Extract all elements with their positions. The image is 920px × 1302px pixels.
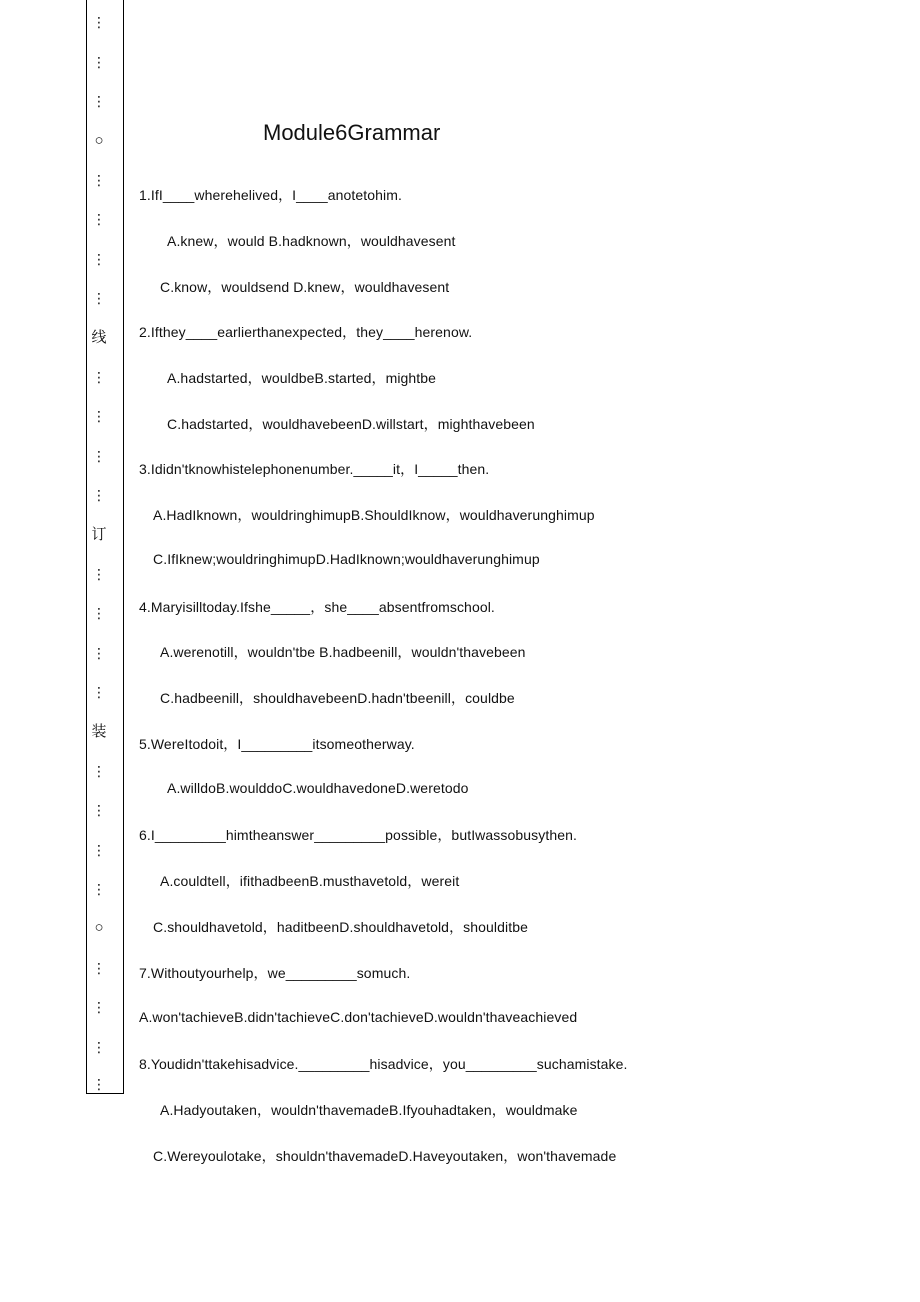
binding-dots-mark: ⋮ xyxy=(92,54,106,70)
binding-dots-mark: ⋮ xyxy=(92,448,106,464)
question-stem: 3.Ididn'tknowhistelephonenumber._____it，I_____then. xyxy=(139,461,490,477)
binding-dots-mark: ⋮ xyxy=(92,290,106,306)
binding-dots-mark: ⋮ xyxy=(92,487,106,503)
binding-dots-mark: ⋮ xyxy=(92,566,106,582)
binding-dots-mark: ⋮ xyxy=(92,1039,106,1055)
binding-dots-mark: ⋮ xyxy=(92,605,106,621)
answer-options: C.Wereyoulotake，shouldn'thavemadeD.Haveyoutaken，won'thavemade xyxy=(153,1148,617,1164)
binding-dots-mark: ⋮ xyxy=(92,172,106,188)
binding-dots-mark: ⋮ xyxy=(92,842,106,858)
answer-options: C.know，wouldsend D.knew，wouldhavesent xyxy=(160,279,450,295)
binding-circle-mark: ○ xyxy=(94,919,104,936)
answer-options: A.knew，would B.hadknown，wouldhavesent xyxy=(167,233,456,249)
binding-margin xyxy=(86,0,124,1094)
binding-char-mark: 订 xyxy=(91,526,107,543)
question-stem: 4.Maryisilltoday.Ifshe_____，she____absentfromschool. xyxy=(139,599,495,615)
binding-dots-mark: ⋮ xyxy=(92,684,106,700)
binding-dots-mark: ⋮ xyxy=(92,763,106,779)
binding-dots-mark: ⋮ xyxy=(92,93,106,109)
binding-dots-mark: ⋮ xyxy=(92,211,106,227)
binding-dots-mark: ⋮ xyxy=(92,1076,106,1092)
answer-options: A.werenotill，wouldn'tbe B.hadbeenill，wouldn'thavebeen xyxy=(160,644,526,660)
question-stem: 5.WereItodoit，I_________itsomeotherway. xyxy=(139,736,415,752)
answer-options: A.HadIknown，wouldringhimupB.ShouldIknow，wouldhaverunghimup xyxy=(153,507,595,523)
binding-dots-mark: ⋮ xyxy=(92,408,106,424)
question-stem: 1.IfI____wherehelived，I____anotetohim. xyxy=(139,187,402,203)
page-title: Module6Grammar xyxy=(263,120,441,145)
binding-dots-mark: ⋮ xyxy=(92,960,106,976)
answer-options: C.hadbeenill，shouldhavebeenD.hadn'tbeenill，couldbe xyxy=(160,690,515,706)
question-stem: 6.I_________himtheanswer_________possible，butIwassobusythen. xyxy=(139,827,577,843)
binding-dots-mark: ⋮ xyxy=(92,251,106,267)
binding-char-mark: 线 xyxy=(91,329,107,346)
binding-dots-mark: ⋮ xyxy=(92,645,106,661)
binding-dots-mark: ⋮ xyxy=(92,881,106,897)
answer-options: A.hadstarted，wouldbeB.started，mightbe xyxy=(167,370,437,386)
binding-dots-mark: ⋮ xyxy=(92,999,106,1015)
answer-options: A.Hadyoutaken，wouldn'thavemadeB.Ifyouhadtaken，wouldmake xyxy=(160,1102,578,1118)
binding-char-mark: 装 xyxy=(91,723,107,740)
answer-options: C.hadstarted，wouldhavebeenD.willstart，mighthavebeen xyxy=(167,416,535,432)
answer-options: C.shouldhavetold，haditbeenD.shouldhavetold，shoulditbe xyxy=(153,919,529,935)
question-stem: 7.Withoutyourhelp，we_________somuch. xyxy=(139,965,411,981)
answer-options: A.won'tachieveB.didn'tachieveC.don'tachieveD.wouldn'thaveachieved xyxy=(139,1009,578,1025)
binding-circle-mark: ○ xyxy=(94,132,104,149)
binding-dots-mark: ⋮ xyxy=(92,14,106,30)
answer-options: A.willdoB.woulddoC.wouldhavedoneD.weretodo xyxy=(167,780,469,796)
binding-dots-mark: ⋮ xyxy=(92,802,106,818)
binding-dots-mark: ⋮ xyxy=(92,369,106,385)
question-stem: 2.Ifthey____earlierthanexpected，they____herenow. xyxy=(139,324,473,340)
answer-options: A.couldtell，ifithadbeenB.musthavetold，wereit xyxy=(160,873,460,889)
question-stem: 8.Youdidn'ttakehisadvice._________hisadvice，you_________suchamistake. xyxy=(139,1056,628,1072)
answer-options: C.IfIknew;wouldringhimupD.HadIknown;wouldhaverunghimup xyxy=(153,551,540,567)
